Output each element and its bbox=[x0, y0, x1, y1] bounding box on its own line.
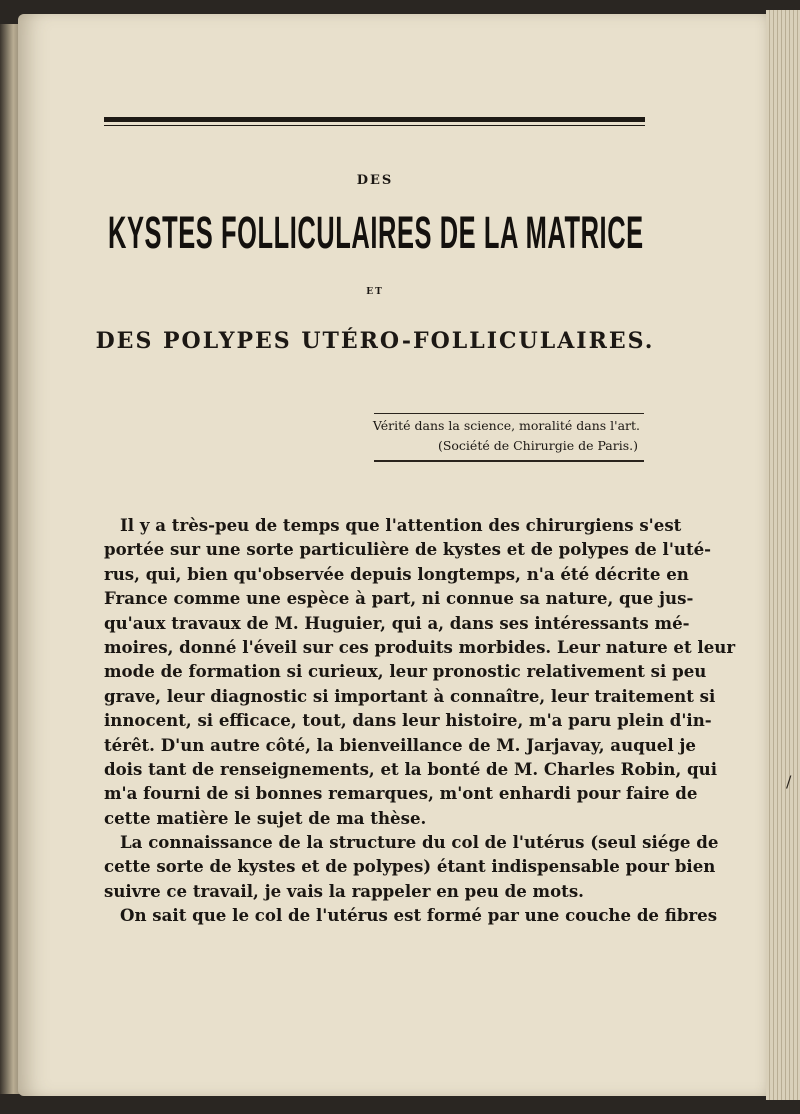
header-rule-thick bbox=[104, 117, 645, 122]
header-rule-thin bbox=[104, 125, 645, 126]
body-line: qu'aux travaux de M. Huguier, qui a, dans ses intéressants mé- bbox=[104, 612, 690, 633]
body-line: cette matière le sujet de ma thèse. bbox=[104, 807, 427, 828]
margin-mark: / bbox=[786, 772, 792, 791]
subtitle: DES POLYPES UTÉRO-FOLLICULAIRES. bbox=[95, 328, 655, 354]
body-line: cette sorte de kystes et de polypes) étant indispensable pour bien bbox=[104, 856, 716, 877]
body-line: Il y a très-peu de temps que l'attention des chirurgiens s'est bbox=[120, 515, 682, 535]
body-line: La connaissance de la structure du col de l'utérus (seul siége de bbox=[120, 832, 719, 853]
body-line: moires, donné l'éveil sur ces produits morbides. Leur nature et leur bbox=[104, 636, 736, 657]
body-line: rus, qui, bien qu'observée depuis longtemps, n'a été décrite en bbox=[104, 563, 689, 584]
title-prefix: DES bbox=[356, 173, 394, 188]
title-conjunction: ET bbox=[366, 287, 384, 297]
body-line: France comme une espèce à part, ni connue sa nature, que jus- bbox=[104, 588, 694, 609]
body-line: térêt. D'un autre côté, la bienveillance de M. Jarjavay, auquel je bbox=[104, 734, 696, 755]
epigraph-rule-top bbox=[374, 413, 644, 414]
body-line: portée sur une sorte particulière de kystes et de polypes de l'uté- bbox=[104, 539, 712, 560]
epigraph-rule-bottom bbox=[374, 460, 644, 462]
page-edges bbox=[766, 10, 800, 1100]
body-line: suivre ce travail, je vais la rappeler en peu de mots. bbox=[104, 880, 584, 901]
body-line: On sait que le col de l'utérus est formé par une couche de fibres bbox=[120, 905, 718, 926]
body-text bbox=[104, 513, 736, 928]
body-line: mode de formation si curieux, leur pronostic relativement si peu bbox=[104, 661, 707, 682]
body-line: dois tant de renseignements, et la bonté de M. Charles Robin, qui bbox=[104, 758, 718, 779]
epigraph-quote: Vérité dans la science, moralité dans l'art. bbox=[372, 418, 640, 433]
body-line: innocent, si efficace, tout, dans leur histoire, m'a paru plein d'in- bbox=[104, 710, 712, 731]
title-container bbox=[108, 206, 644, 260]
body-line: grave, leur diagnostic si important à connaître, leur traitement si bbox=[104, 685, 716, 706]
main-title: KYSTES FOLLICULAIRES DE LA MATRICE bbox=[108, 207, 644, 258]
body-line: m'a fourni de si bonnes remarques, m'ont enhardi pour faire de bbox=[104, 783, 698, 804]
epigraph-source: (Société de Chirurgie de Paris.) bbox=[437, 438, 638, 453]
